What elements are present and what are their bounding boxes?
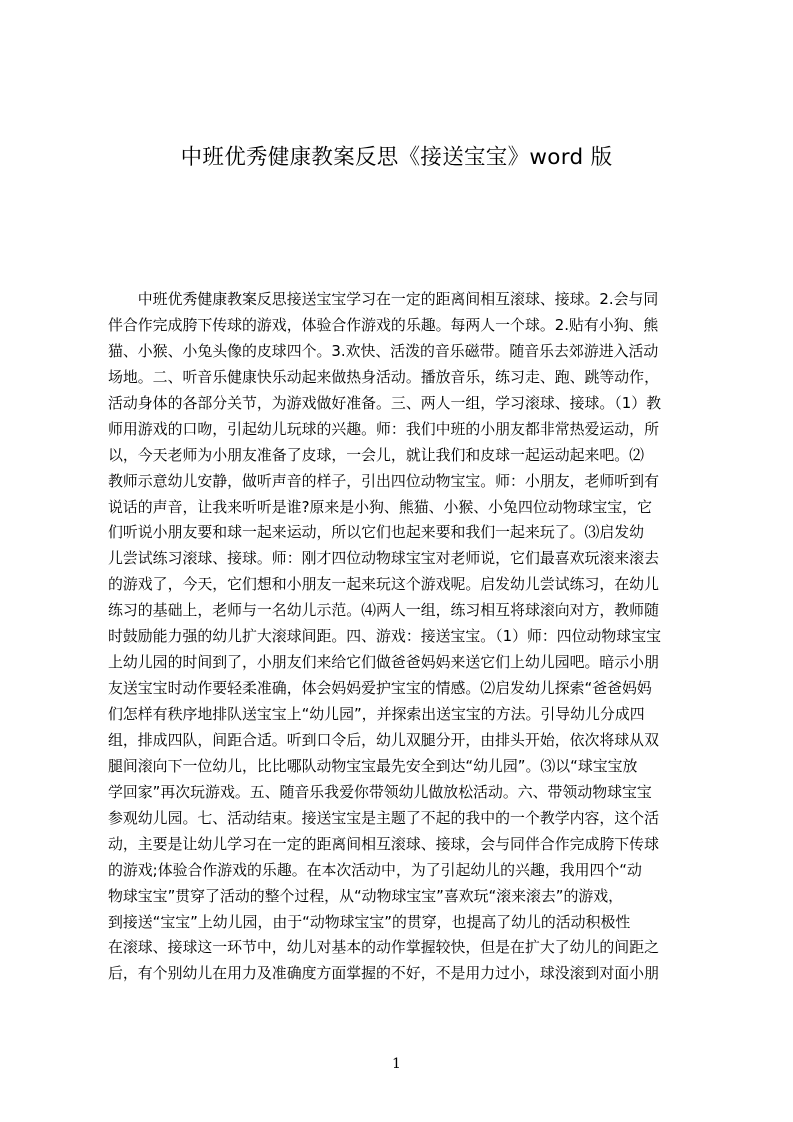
body-line: 上幼儿园的时间到了，小朋友们来给它们做爸爸妈妈来送它们上幼儿园吧。暗示小朋 xyxy=(108,653,659,672)
body-line: 后，有个别幼儿在用力及准确度方面掌握的不好，不是用力过小，球没滚到对面小朋 xyxy=(108,964,659,983)
body-line: 的游戏;体验合作游戏的乐趣。在本次活动中，为了引起幼儿的兴趣，我用四个“动 xyxy=(108,860,642,879)
body-line: 中班优秀健康教案反思接送宝宝学习在一定的距离间相互滚球、接球。2.会与同 xyxy=(108,290,659,308)
body-line: 时鼓励能力强的幼儿扩大滚球间距。四、游戏：接送宝宝。（1）师：四位动物球宝宝 xyxy=(108,627,661,646)
body-line: 学回家”再次玩游戏。五、随音乐我爱你带领幼儿做放松活动。六、带领动物球宝宝 xyxy=(108,782,652,801)
body-line: 到接送“宝宝”上幼儿园，由于“动物球宝宝”的贯穿，也提高了幼儿的活动积极性 xyxy=(108,912,631,931)
body-line: 教师示意幼儿安静，做听声音的样子，引出四位动物宝宝。师：小朋友，老师听到有 xyxy=(108,471,659,490)
body-line: 物球宝宝”贯穿了活动的整个过程，从“动物球宝宝”喜欢玩“滚来滚去”的游戏， xyxy=(108,886,624,905)
body-line: 动，主要是让幼儿学习在一定的距离间相互滚球、接球，会与同伴合作完成胯下传球 xyxy=(108,834,659,853)
page-number: 1 xyxy=(392,1056,401,1072)
body-line: 练习的基础上，老师与一名幼儿示范。⑷两人一组，练习相互将球滚向对方，教师随 xyxy=(108,601,659,620)
body-line: 猫、小猴、小兔头像的皮球四个。3.欢快、活泼的音乐磁带。随音乐去郊游进入活动 xyxy=(108,341,659,360)
body-line: 的游戏了，今天，它们想和小朋友一起来玩这个游戏呢。启发幼儿尝试练习，在幼儿 xyxy=(108,575,659,594)
body-line: 们怎样有秩序地排队送宝宝上“幼儿园”，并探索出送宝宝的方法。引导幼儿分成四 xyxy=(108,705,645,723)
body-line: 说话的声音，让我来听听是谁?原来是小狗、熊猫、小猴、小兔四位动物球宝宝，它 xyxy=(108,497,652,516)
body-line: 腿间滚向下一位幼儿，比比哪队动物宝宝最先安全到达“幼儿园”。⑶以“球宝宝放 xyxy=(108,756,638,775)
body-line: 儿尝试练习滚球、接球。师：刚才四位动物球宝宝对老师说，它们最喜欢玩滚来滚去 xyxy=(108,549,659,568)
body-line: 场地。二、听音乐健康快乐动起来做热身活动。播放音乐，练习走、跑、跳等动作， xyxy=(108,367,659,386)
body-line: 以，今天老师为小朋友准备了皮球，一会儿，就让我们和皮球一起运动起来吧。⑵ xyxy=(108,445,645,464)
body-text xyxy=(108,287,699,1031)
body-line: 组，排成四队，间距合适。听到口令后，幼儿双腿分开，由排头开始，依次将球从双 xyxy=(108,730,659,749)
body-line: 们听说小朋友要和球一起来运动，所以它们也起来要和我们一起来玩了。⑶启发幼 xyxy=(108,523,645,542)
body-line: 友送宝宝时动作要轻柔准确，体会妈妈爱护宝宝的情感。⑵启发幼儿探索“爸爸妈妈 xyxy=(108,679,652,698)
body-line: 伴合作完成胯下传球的游戏，体验合作游戏的乐趣。每两人一个球。2.贴有小狗、熊 xyxy=(108,315,659,334)
body-line: 师用游戏的口吻，引起幼儿玩球的兴趣。师：我们中班的小朋友都非常热爱运动，所 xyxy=(108,419,659,438)
body-line: 活动身体的各部分关节，为游戏做好准备。三、两人一组，学习滚球、接球。（1）教 xyxy=(108,393,661,412)
document-title: 中班优秀健康教案反思《接送宝宝》word 版 xyxy=(180,145,613,170)
body-line: 在滚球、接球这一环节中，幼儿对基本的动作掌握较快，但是在扩大了幼儿的间距之 xyxy=(108,938,659,957)
body-line: 参观幼儿园。七、活动结束。接送宝宝是主题了不起的我中的一个教学内容，这个活 xyxy=(108,808,659,827)
